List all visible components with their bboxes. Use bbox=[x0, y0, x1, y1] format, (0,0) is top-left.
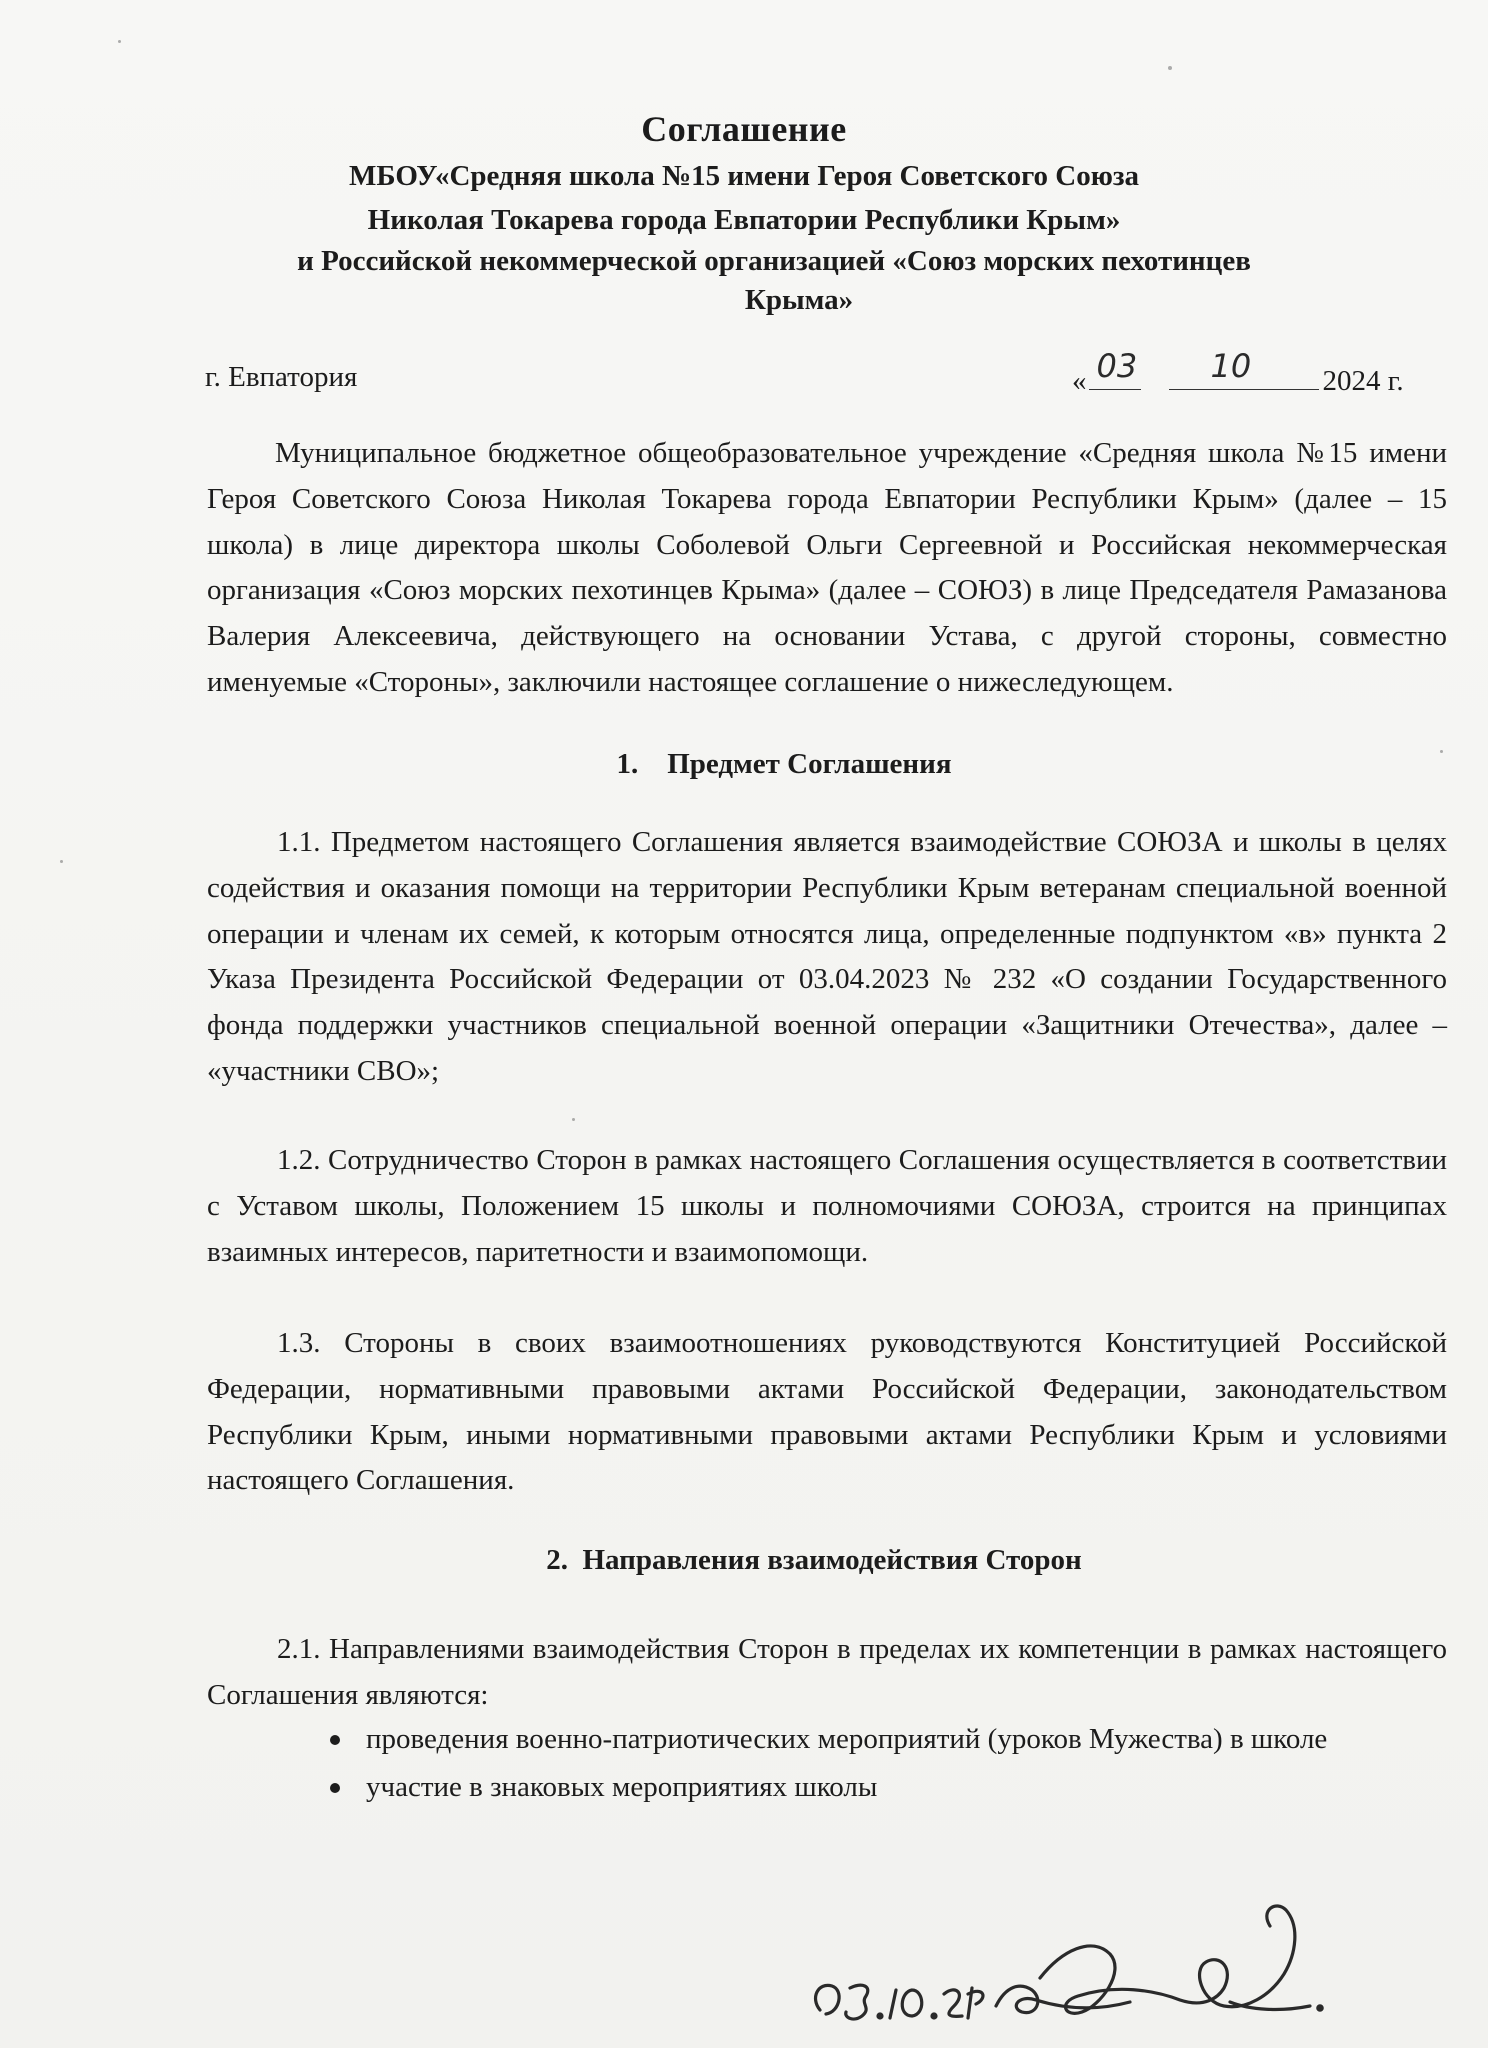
date-month-handwritten: 10 bbox=[1210, 347, 1252, 385]
list-item-text: проведения военно-патриотических мероприятий (уроков Мужества) в школе bbox=[366, 1723, 1328, 1755]
date-day-blank bbox=[1089, 347, 1141, 390]
directions-list bbox=[330, 1717, 1430, 1813]
date-open-quote: « bbox=[1072, 365, 1087, 397]
clause-paragraph: 1.3. Стороны в своих взаимоотношениях руководствуются Конституцией Российской Федерации, нормативными правовыми актами Российской Федерации, законодательством Республики Крым, иными нормативными правовыми актами Республики Крым и условиями настоящего Соглашения. bbox=[207, 1327, 1447, 1497]
city-name: г. Евпатория bbox=[205, 361, 358, 393]
list-item bbox=[330, 1717, 1430, 1763]
scan-speck bbox=[118, 40, 121, 43]
clause-paragraph: 1.2. Сотрудничество Сторон в рамках настоящего Соглашения осуществляется в соответствии с Уставом школы, Положением 15 школы и полномочиями СОЮЗА, строится на принципах взаимных интересов, паритетности и взаимопомощи. bbox=[207, 1144, 1447, 1268]
section-heading: 2. Направления взаимодействия Сторон bbox=[546, 1544, 1082, 1576]
section-heading: 1. Предмет Соглашения bbox=[616, 748, 952, 780]
list-item bbox=[330, 1765, 1430, 1811]
list-item-text: участие в знаковых мероприятиях школы bbox=[366, 1770, 878, 1803]
document-title: Соглашение bbox=[641, 109, 847, 149]
handwritten-signature bbox=[800, 1870, 1360, 2040]
date-month-blank bbox=[1169, 347, 1319, 390]
document-date bbox=[1072, 347, 1404, 398]
document-subtitle-line: МБОУ«Средняя школа №15 имени Героя Советского Союза bbox=[348, 160, 1140, 192]
date-day-handwritten: 03 bbox=[1096, 347, 1138, 385]
scan-speck bbox=[1168, 66, 1172, 70]
clause-paragraph: 1.1. Предметом настоящего Соглашения является взаимодействие СОЮЗА и школы в целях содействия и оказания помощи на территории Республики Крым ветеранам специальной военной операции и членам их семей, к которым относятся лица, определенные подпунктом «в» пункта 2 Указа Президента Российской Федерации от 03.04.2023 № 232 «О создании Государственного фонда поддержки участников специальной военной операции «Защитники Отечества», далее – «участники СВО»; bbox=[207, 826, 1447, 1087]
document-subtitle-line: Николая Токарева города Евпатории Республики Крым» bbox=[367, 204, 1121, 236]
bullet-icon bbox=[330, 1783, 340, 1793]
intro-paragraph: Муниципальное бюджетное общеобразовательное учреждение «Средняя школа №15 имени Героя Советского Союза Николая Токарева города Евпатории Республики Крым» (далее – 15 школа) в лице директора школы Соболевой Ольги Сергеевной и Российская некоммерческая организация «Союз морских пехотинцев Крыма» (далее – СОЮЗ) в лице Председателя Рамазанова Валерия Алексеевича, действующего на основании Устава, с другой стороны, совместно именуемые «Стороны», заключили настоящее соглашение о нижеследующем. bbox=[207, 437, 1447, 698]
scan-speck bbox=[572, 1118, 575, 1121]
scan-speck bbox=[60, 860, 63, 863]
document-subtitle-line: и Российской некоммерческой организацией «Союз морских пехотинцев bbox=[297, 245, 1251, 277]
bullet-icon bbox=[330, 1735, 340, 1745]
clause-paragraph: 2.1. Направлениями взаимодействия Сторон в пределах их компетенции в рамках настоящего Соглашения являются: bbox=[207, 1633, 1447, 1711]
document-subtitle-line: Крыма» bbox=[744, 284, 854, 316]
date-year: 2024 г. bbox=[1322, 365, 1404, 397]
